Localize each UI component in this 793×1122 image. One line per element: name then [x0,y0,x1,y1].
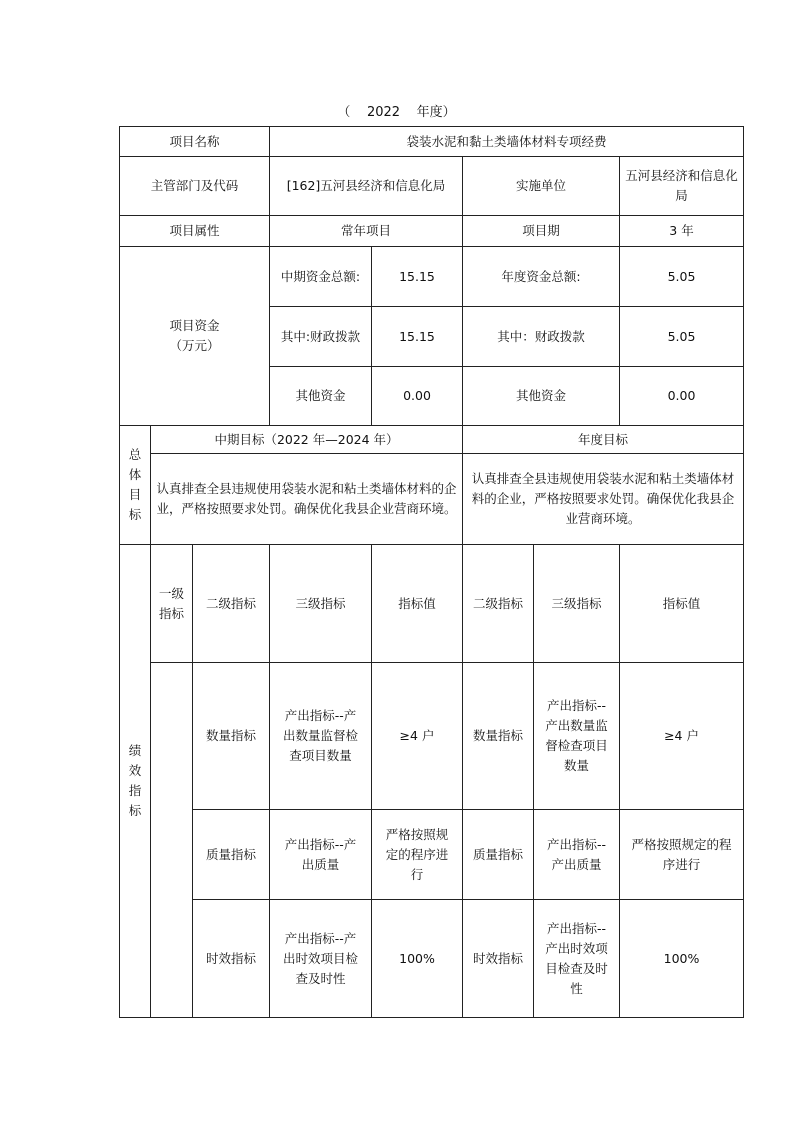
valb-timeliness: 100% [620,900,744,1018]
valb-line: 严格按照规定的程 [631,836,732,852]
mid-fiscal-label: 其中:财政拨款 [270,307,372,367]
level1-header [151,545,193,663]
l3b-line: 督检查项目 [545,738,608,753]
level2-header-b: 二级指标 [463,545,534,663]
l3-line: 出数量监督检 [282,728,358,743]
year-heading: （ 2022 年度） [337,105,456,120]
year-other-value: 0.00 [620,367,744,426]
l2b-timeliness: 时效指标 [463,900,534,1018]
year-goal-header: 年度目标 [463,426,744,454]
l3b-line: 产出数量监 [545,718,608,733]
val-quality [372,810,463,900]
goals-side-char: 标 [128,507,142,522]
funds-label-line2: （万元） [169,338,220,353]
level2-header: 二级指标 [193,545,270,663]
valb-quantity: ≥4 户 [620,663,744,810]
l3-line: 查项目数量 [289,748,352,763]
attr-value: 常年项目 [270,216,463,247]
l3b-line: 产出时效项 [545,940,608,956]
val-timeliness: 100% [372,900,463,1018]
mid-other-label: 其他资金 [270,367,372,426]
l3b-quality [534,810,620,900]
perf-side-char: 指 [128,783,142,798]
year-other-label: 其他资金 [463,367,620,426]
project-name-value: 袋装水泥和黏土类墙体材料专项经费 [270,127,744,157]
l2b-quality: 质量指标 [463,810,534,900]
perf-side-char: 绩 [128,743,142,758]
l3b-timeliness [534,900,620,1018]
period-label: 项目期 [463,216,620,247]
mid-goal-header: 中期目标（2022 年—2024 年） [151,426,463,454]
mid-goal-text: 认真排查全县违规使用袋装水泥和粘土类墙体材料的企业，严格按照要求处罚。确保优化我县企业营商环境。 [151,454,463,545]
l3b-line: 目检查及时 [545,960,608,976]
l3-line: 出时效项目检 [282,950,358,966]
funds-label-line1: 项目资金 [169,318,220,333]
goals-side-char: 体 [128,467,142,482]
val-line: 严格按照规 [385,826,449,842]
project-table [119,126,744,1018]
funds-label [120,247,270,426]
attr-label: 项目属性 [120,216,270,247]
l3b-line: 数量 [563,758,589,773]
impl-value: 五河县经济和信息化局 [620,157,744,216]
l2-timeliness: 时效指标 [193,900,270,1018]
year-total-value: 5.05 [620,247,744,307]
l3b-line: 产出质量 [551,856,602,872]
mid-total-label: 中期资金总额: [270,247,372,307]
l3-timeliness [270,900,372,1018]
l3b-line: 性 [570,980,583,996]
val-line: 定的程序进 [385,846,449,862]
year-fiscal-label: 其中：财政拨款 [463,307,620,367]
level1-header-line2: 指标 [158,605,184,621]
l3b-quantity [534,663,620,810]
period-value: 3 年 [620,216,744,247]
level3-header: 三级指标 [270,545,372,663]
year-goal-text: 认真排查全县违规使用袋装水泥和粘土类墙体材料的企业，严格按照要求处罚。确保优化我县企业营商环境。 [463,454,744,545]
year-fiscal-value: 5.05 [620,307,744,367]
year-total-label: 年度资金总额: [463,247,620,307]
value-header: 指标值 [372,545,463,663]
l2-quality: 质量指标 [193,810,270,900]
mid-fiscal-value: 15.15 [372,307,463,367]
l3b-line: 产出指标-- [546,698,607,713]
perf-side-label [120,545,151,1018]
l2-quantity: 数量指标 [193,663,270,810]
val-quantity: ≥4 户 [372,663,463,810]
project-name-label: 项目名称 [120,127,270,157]
mid-total-value: 15.15 [372,247,463,307]
level1-header-line1: 一级 [158,585,184,601]
perf-side-char: 效 [128,763,142,778]
valb-quality [620,810,744,900]
value-header-b: 指标值 [620,545,744,663]
l3-line: 产出指标--产 [284,708,357,723]
dept-label: 主管部门及代码 [120,157,270,216]
goals-side-label [120,426,151,545]
l3b-line: 产出指标-- [546,920,607,936]
goals-side-char: 目 [128,487,142,502]
l3-line: 产出指标--产 [284,836,357,852]
dept-value: [162]五河县经济和信息化局 [270,157,463,216]
l2b-quantity: 数量指标 [463,663,534,810]
l3-line: 查及时性 [295,970,346,986]
level3-header-b: 三级指标 [534,545,620,663]
val-line: 行 [410,866,424,882]
l3-line: 产出指标--产 [284,930,357,946]
perf-side-char: 标 [128,803,142,818]
impl-label: 实施单位 [463,157,620,216]
l3-quantity [270,663,372,810]
level1-cell [151,663,193,1018]
valb-line: 序进行 [662,856,701,872]
mid-other-value: 0.00 [372,367,463,426]
l3-line: 出质量 [301,856,340,872]
l3b-line: 产出指标-- [546,836,607,852]
goals-side-char: 总 [128,447,142,462]
l3-quality [270,810,372,900]
